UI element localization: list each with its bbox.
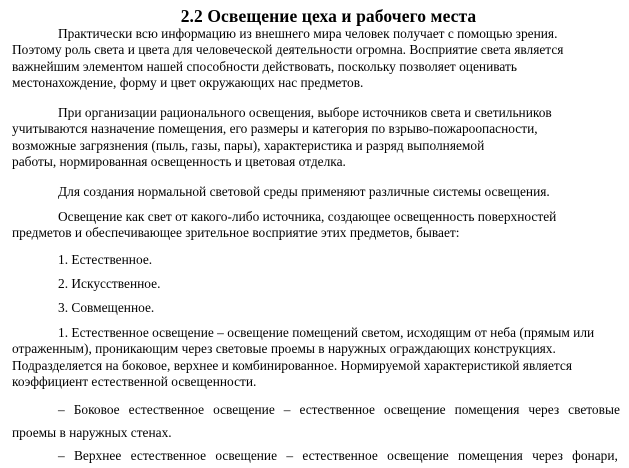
paragraph-line: учитываются назначение помещения, его размеры и категория по взрыво-пожароопасности, bbox=[12, 121, 538, 137]
word: через bbox=[532, 448, 563, 463]
paragraph-line: коэффициент естественной освещенности. bbox=[12, 374, 257, 390]
paragraph-side-lighting bbox=[12, 402, 618, 418]
paragraph-vision bbox=[12, 26, 618, 92]
paragraph-line: Практически всю информацию из внешнего мира человек получает с помощью зрения. bbox=[58, 26, 558, 41]
word: световые bbox=[568, 402, 620, 417]
paragraph-line: При организации рационального освещения, выборе источников света и светильников bbox=[58, 105, 552, 120]
paragraph-systems bbox=[12, 184, 618, 200]
paragraph-line: возможные загрязнения (пыль, газы, пары), характеристика и разряд выполняемой bbox=[12, 137, 485, 153]
word: освещение bbox=[213, 402, 275, 417]
word: через bbox=[528, 402, 560, 417]
word: Боковое bbox=[73, 402, 120, 417]
paragraph-line: Освещение как свет от какого-либо источника, создающее освещенность поверхностей bbox=[58, 209, 557, 224]
word: естественное bbox=[299, 402, 375, 417]
word: освещение bbox=[387, 448, 449, 463]
word: – bbox=[58, 402, 65, 417]
word: освещение bbox=[383, 402, 446, 417]
word: естественное bbox=[302, 448, 378, 463]
word: – bbox=[58, 448, 65, 463]
word: фонари, bbox=[572, 448, 618, 463]
paragraph-line: Для создания нормальной световой среды применяют различные системы освещения. bbox=[58, 184, 550, 199]
list-item-combined: 3. Совмещенное. bbox=[58, 300, 155, 315]
paragraph-line: местонахождение, форму и цвет окружающих нас предметов. bbox=[12, 75, 364, 91]
section-title: 2.2 Освещение цеха и рабочего места bbox=[180, 6, 477, 26]
word: освещение bbox=[215, 448, 278, 463]
paragraph-line: важнейшим элементом нашей способности действовать, поскольку позволяет оценивать bbox=[12, 58, 517, 74]
paragraph-organization bbox=[12, 105, 618, 171]
word: естественное bbox=[130, 448, 207, 463]
paragraph-line: 1. Естественное освещение – освещение помещений светом, исходящим от неба (прямым или bbox=[58, 325, 595, 340]
word: – bbox=[283, 402, 291, 417]
list-item-natural: 1. Естественное. bbox=[58, 252, 153, 267]
paragraph-natural-lighting bbox=[12, 325, 618, 391]
word: – bbox=[286, 448, 294, 463]
paragraph-side-lighting-continuation bbox=[12, 425, 618, 441]
paragraph-line: проемы в наружных стенах. bbox=[12, 425, 172, 440]
word: естественное bbox=[128, 402, 205, 417]
paragraph-line: работы, нормированная освещенность и цветовая отделка. bbox=[12, 154, 346, 170]
word: Верхнее bbox=[73, 448, 122, 463]
list-item-artificial: 2. Искусственное. bbox=[58, 276, 161, 291]
justified-line bbox=[58, 448, 618, 464]
paragraph-line: предметов и обеспечивающее зрительное восприятие этих предметов, бывает: bbox=[12, 225, 460, 241]
paragraph-top-lighting bbox=[12, 448, 618, 464]
word: помещения bbox=[458, 448, 523, 463]
paragraph-line: Подразделяется на боковое, верхнее и комбинированное. Нормируемой характеристикой является bbox=[12, 357, 573, 373]
paragraph-definition bbox=[12, 209, 618, 242]
justified-line bbox=[58, 402, 620, 418]
word: помещения bbox=[454, 402, 520, 417]
paragraph-line: Поэтому роль света и цвета для человеческой деятельности огромна. Восприятие света является bbox=[12, 42, 564, 58]
paragraph-line: отраженным), проникающим через световые проемы в наружных ограждающих конструкциях. bbox=[12, 341, 556, 357]
